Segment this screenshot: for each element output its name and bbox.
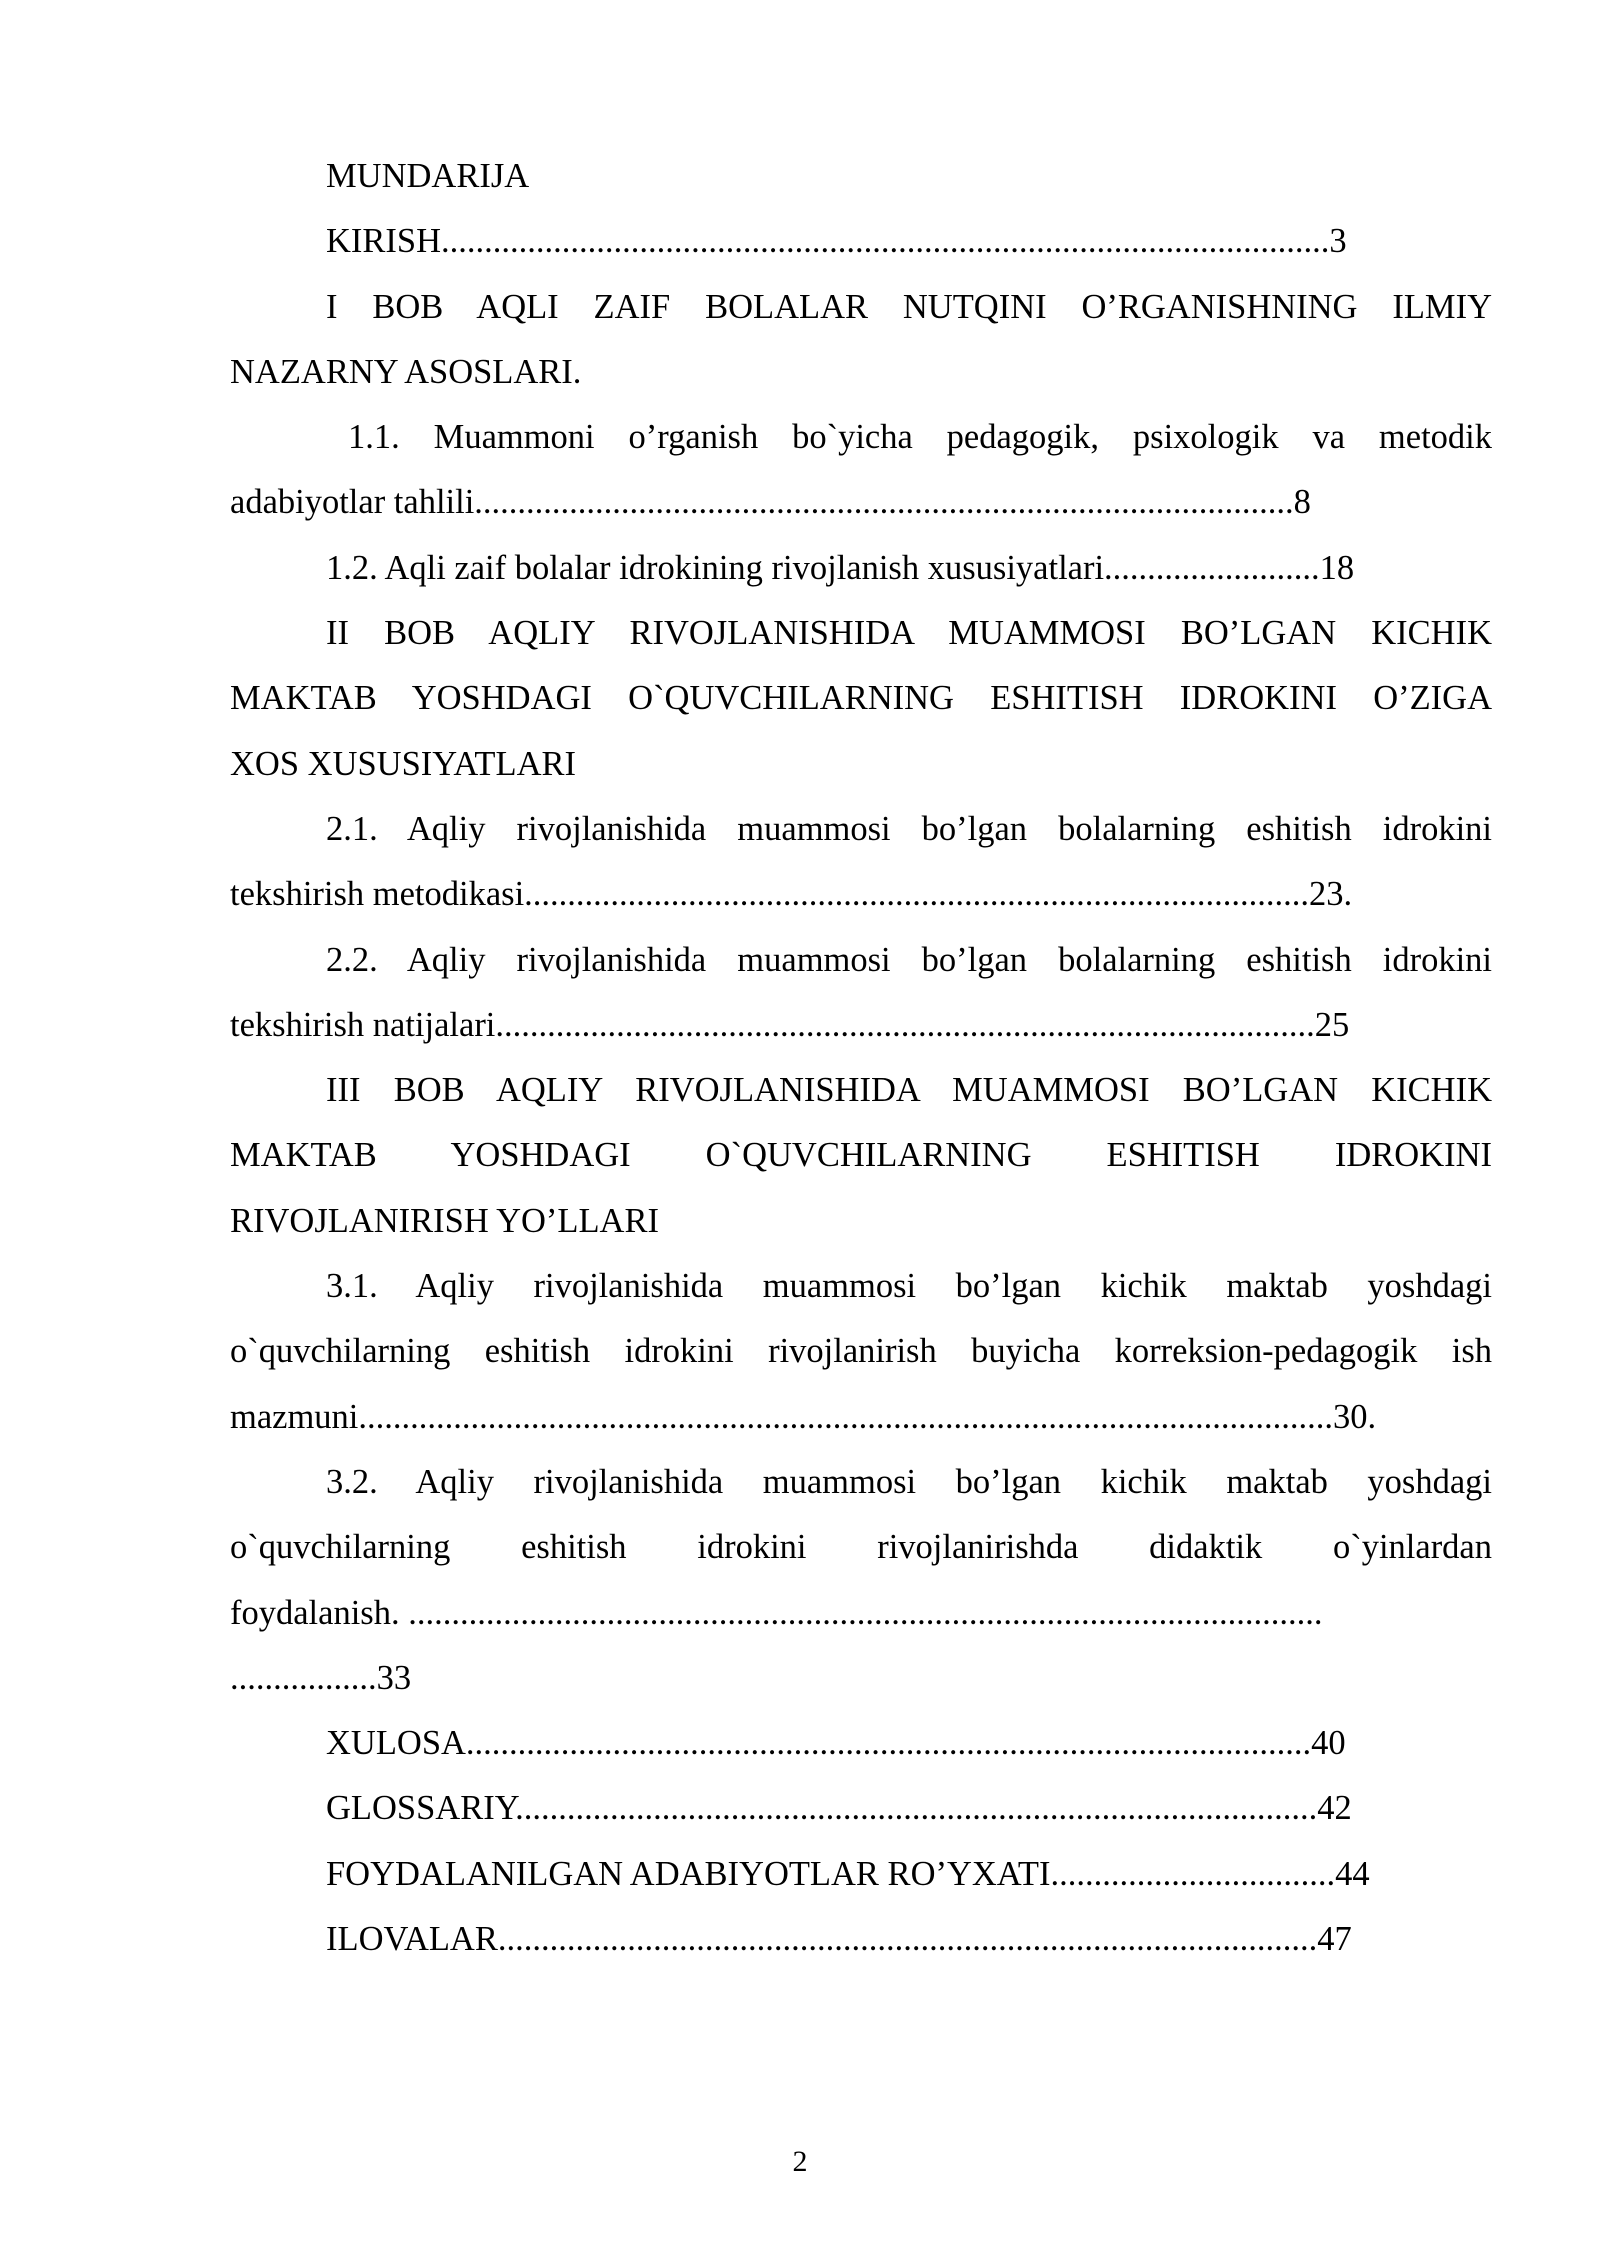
toc-entry-3-1-cont: o`quvchilarning eshitish idrokini rivojlanirish buyicha korreksion-pedagogik ish <box>230 1332 1492 1371</box>
toc-entry-2-1-cont: tekshirish metodikasi...........................................................................................23. <box>230 875 1353 914</box>
toc-entry-adabiyotlar: FOYDALANILGAN ADABIYOTLAR RO’YXATI.................................44 <box>326 1854 1370 1893</box>
toc-entry-2-2-cont: tekshirish natijalari...............................................................................................25 <box>230 1005 1350 1044</box>
toc-entry-3-2: 3.2. Aqliy rivojlanishida muammosi bo’lgan kichik maktab yoshdagi <box>326 1462 1492 1501</box>
toc-chapter-2-title-cont: MAKTAB YOSHDAGI O`QUVCHILARNING ESHITISH IDROKINI O’ZIGA <box>230 679 1492 718</box>
toc-chapter-2-title: II BOB AQLIY RIVOJLANISHIDA MUAMMOSI BO’LGAN KICHIK <box>326 614 1492 653</box>
toc-entry-2-2: 2.2. Aqliy rivojlanishida muammosi bo’lgan bolalarning eshitish idrokini <box>326 940 1492 979</box>
toc-heading: MUNDARIJA <box>326 157 530 195</box>
toc-entry-xulosa: XULOSA..................................................................................................40 <box>326 1724 1346 1763</box>
toc-entry-3-2-cont: o`quvchilarning eshitish idrokini rivojlanirishda didaktik o`yinlardan <box>230 1528 1492 1567</box>
toc-chapter-1-title-cont: NAZARNY ASOSLARI. <box>230 352 582 391</box>
toc-entry-kirish: KIRISH.......................................................................................................3 <box>326 222 1347 261</box>
toc-entry-3-1: 3.1. Aqliy rivojlanishida muammosi bo’lgan kichik maktab yoshdagi <box>326 1267 1492 1306</box>
table-of-contents <box>230 144 1492 1972</box>
toc-entry-1-1-cont: adabiyotlar tahlili...............................................................................................8 <box>230 483 1311 522</box>
toc-chapter-3-title-cont: MAKTAB YOSHDAGI O`QUVCHILARNING ESHITISH IDROKINI <box>230 1136 1492 1175</box>
toc-chapter-3-title-end: RIVOJLANIRISH YO’LLARI <box>230 1201 659 1240</box>
toc-chapter-1-title: I BOB AQLI ZAIF BOLALAR NUTQINI O’RGANISHNING ILMIY <box>326 287 1492 326</box>
toc-entry-glossariy: GLOSSARIY.............................................................................................42 <box>326 1789 1352 1828</box>
toc-entry-1-1: 1.1. Muammoni o’rganish bo`yicha pedagogik, psixologik va metodik <box>348 418 1492 457</box>
toc-entry-3-2-page: .................33 <box>230 1658 412 1697</box>
toc-chapter-3-title: III BOB AQLIY RIVOJLANISHIDA MUAMMOSI BO’LGAN KICHIK <box>326 1071 1492 1110</box>
toc-entry-1-2: 1.2. Aqli zaif bolalar idrokining rivojlanish xususiyatlari.........................18 <box>326 548 1355 587</box>
toc-entry-3-2-dots: foydalanish. .......................................................................................................... <box>230 1593 1323 1632</box>
toc-entry-2-1: 2.1. Aqliy rivojlanishida muammosi bo’lgan bolalarning eshitish idrokini <box>326 809 1492 848</box>
toc-chapter-2-title-end: XOS XUSUSIYATLARI <box>230 744 576 783</box>
page-number: 2 <box>792 2145 808 2178</box>
toc-entry-ilovalar: ILOVALAR...............................................................................................47 <box>326 1920 1352 1959</box>
toc-entry-3-1-end: mazmuni.................................................................................................................30. <box>230 1397 1377 1436</box>
